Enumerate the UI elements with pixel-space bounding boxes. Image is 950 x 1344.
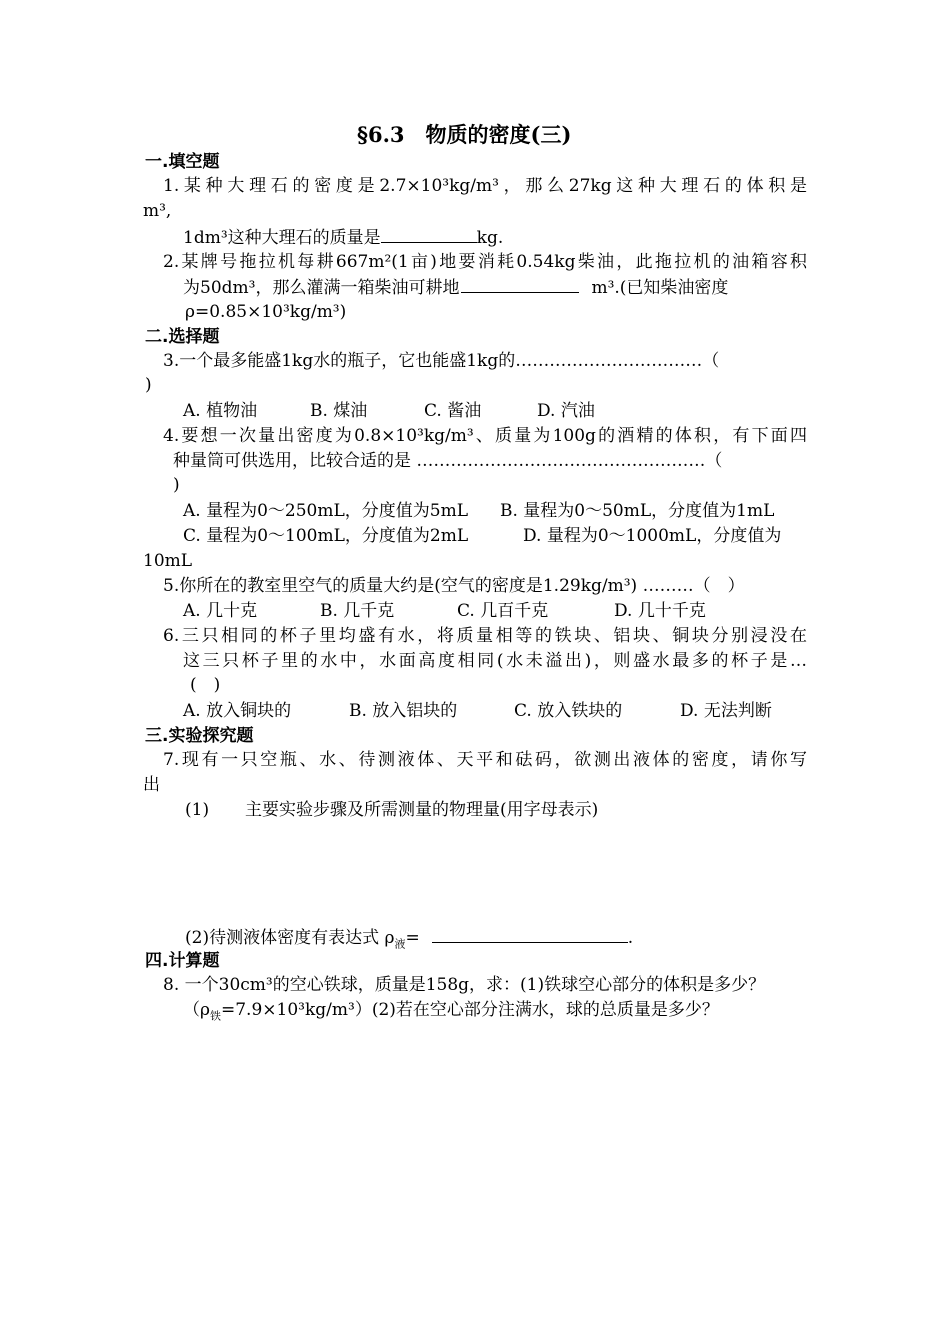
q5-option-d[interactable]: D. 几十千克: [614, 601, 706, 621]
q6-option-d[interactable]: D. 无法判断: [680, 701, 772, 721]
q4-line2: 种量筒可供选用，比较合适的是 ……………………………………………（: [173, 451, 723, 471]
q7-line2: 出: [143, 775, 160, 795]
q3-option-b[interactable]: B. 煤油: [310, 401, 368, 421]
q7-sub1-text: 主要实验步骤及所需测量的物理量(用字母表示): [245, 800, 599, 820]
q3-option-c[interactable]: C. 酱油: [424, 401, 482, 421]
page-title: §6.3 物质的密度(三): [357, 122, 572, 147]
q6-option-a[interactable]: A. 放入铜块的: [183, 701, 292, 721]
q2-line2-tail: m³.(已知柴油密度: [591, 278, 729, 298]
q4-line1: 4.要想一次量出密度为0.8×10³kg/m³、质量为100g的酒精的体积，有下面四: [163, 426, 807, 446]
q1-line3: [183, 225, 503, 250]
q8-line2-subscript: 铁: [210, 1009, 221, 1023]
q8-line1: 8. 一个30cm³的空心铁球，质量是158g，求：(1)铁球空心部分的体积是多少？: [163, 975, 766, 995]
q5-line1: 5.你所在的教室里空气的质量大约是(空气的密度是1.29kg/m³) ………（ ）: [163, 576, 745, 596]
q6-option-c[interactable]: C. 放入铁块的: [514, 701, 623, 721]
q7-sub2-subscript: 液: [394, 937, 406, 951]
q6-option-b[interactable]: B. 放入铝块的: [349, 701, 458, 721]
q3-option-d[interactable]: D. 汽油: [537, 401, 595, 421]
q7-line1: 7.现有一只空瓶、水、待测液体、天平和砝码，欲测出液体的密度，请你写: [163, 750, 807, 770]
q8-line2: [183, 998, 719, 1022]
q3-option-a[interactable]: A. 植物油: [183, 401, 258, 421]
q4-option-d-tail: 10mL: [143, 551, 193, 571]
q7-sub2-period: .: [627, 928, 634, 948]
q2-line1: 2.某牌号拖拉机每耕667m²(1亩)地要消耗0.54kg柴油，此拖拉机的油箱容积: [163, 252, 807, 272]
q3-line1: 3.一个最多能盛1kg水的瓶子，它也能盛1kg的……………………………（: [163, 351, 720, 371]
q1-answer-blank[interactable]: [381, 225, 477, 243]
q1-line1: 1.某种大理石的密度是2.7×10³kg/m³，那么27kg这种大理石的体积是: [163, 176, 807, 196]
q4-option-c[interactable]: C. 量程为0～100mL，分度值为2mL: [183, 526, 469, 546]
q5-option-b[interactable]: B. 几千克: [320, 601, 395, 621]
section-choice-heading: 二.选择题: [145, 327, 220, 347]
q4-option-a[interactable]: A. 量程为0～250mL，分度值为5mL: [183, 501, 468, 521]
q7-sub1-number: (1): [185, 800, 210, 820]
q7-sub2-text: (2)待测液体密度有表达式 ρ: [185, 928, 395, 948]
q2-line2-text: 为50dm³，那么灌满一箱柴油可耕地: [183, 278, 460, 298]
q7-sub2: [185, 925, 633, 950]
q1-line2: m³,: [143, 201, 172, 221]
q7-formula-blank[interactable]: [432, 925, 628, 943]
section-calculation-heading: 四.计算题: [145, 951, 220, 971]
q6-line3: ( ): [190, 675, 221, 695]
q2-answer-blank[interactable]: [461, 275, 579, 293]
q6-line1: 6.三只相同的杯子里均盛有水，将质量相等的铁块、铝块、铜块分别浸没在: [163, 626, 807, 646]
section-experiment-heading: 三.实验探究题: [145, 726, 254, 746]
q8-line2-rest: =7.9×10³kg/m³）(2)若在空心部分注满水，球的总质量是多少？: [221, 1000, 719, 1020]
q5-option-a[interactable]: A. 几十克: [183, 601, 258, 621]
q7-sub2-equals: =: [405, 928, 420, 948]
q3-line2: ): [145, 375, 152, 395]
q2-line3: ρ=0.85×10³kg/m³): [185, 302, 347, 322]
q2-line2: [183, 275, 728, 300]
q5-option-c[interactable]: C. 几百千克: [457, 601, 549, 621]
q4-option-d[interactable]: D. 量程为0～1000mL，分度值为: [523, 526, 782, 546]
q4-option-b[interactable]: B. 量程为0～50mL，分度值为1mL: [500, 501, 775, 521]
section-fill-in-heading: 一.填空题: [145, 152, 220, 172]
q8-line2-start: （ρ: [183, 1000, 210, 1020]
q6-line2: 这三只杯子里的水中，水面高度相同(水未溢出)，则盛水最多的杯子是…: [183, 651, 807, 671]
q1-line3-text: 1dm³这种大理石的质量是: [183, 228, 381, 248]
q1-line3-unit: kg.: [476, 228, 504, 248]
q4-line3: ): [173, 475, 180, 495]
